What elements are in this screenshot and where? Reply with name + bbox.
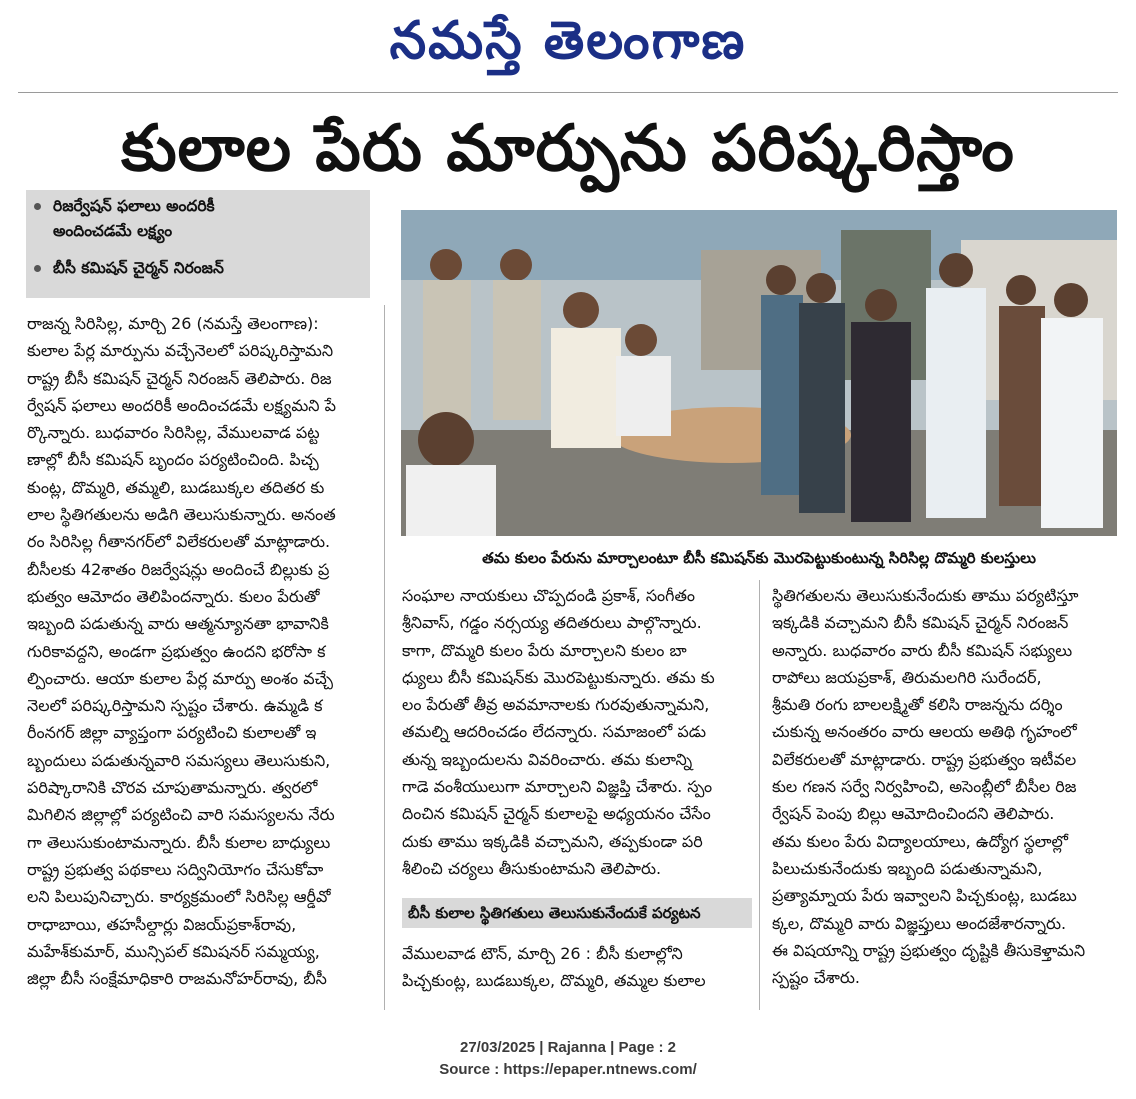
article-line: బీసీలకు 42శాతం రిజర్వేషన్లు అందించే బిల్లుకు ప్ర (27, 559, 330, 579)
article-line: తున్న ఇబ్బందులను వివరించారు. తమ కులాన్ని (402, 749, 693, 769)
article-line: ఈ విషయాన్ని రాష్ట్ర ప్రభుత్వం దృష్టికి తీసుకెళ్తామని (772, 940, 1086, 960)
article-line: కుల గణన సర్వే నిర్వహించి, అసెంబ్లీలో బీసీల రిజ (772, 777, 1077, 797)
article-line: భుత్వం ఆమోదం తెలిపిందన్నారు. కులం పేరుతో (27, 586, 320, 606)
article-line: లం పేరుతో తీవ్ర అవమానాలకు గురవుతున్నామని, (402, 695, 710, 715)
article-line: శీలించి చర్యలు తీసుకుంటామని తెలిపారు. (402, 858, 662, 878)
article-line: గా తెలుసుకుంటామన్నారు. బీసీ కులాల బాధ్యులు (27, 832, 331, 852)
article-line: పిచ్చకుంట్ల, బుడబుక్కల, దొమ్మరి, తమ్మల కులాల (402, 971, 706, 991)
highlight-item: బీసీ కమిషన్ చైర్మన్ నిరంజన్ (34, 256, 224, 281)
article-line: తమల్ని ఆదరించడం లేదన్నారు. సమాజంలో పడు (402, 722, 707, 742)
article-line: దించిన కమిషన్ చైర్మన్ కులాలపై అధ్యయనం చేసేం (402, 804, 711, 824)
highlight-item: రిజర్వేషన్ ఫలాలు అందరికీ (34, 194, 215, 219)
article-line: ధ్యులు బీసీ కమిషన్‌కు మొరపెట్టుకున్నారు. తమ కు (402, 667, 715, 687)
photo-caption: తమ కులం పేరును మార్చాలంటూ బీసీ కమిషన్‌కు మొరపెట్టుకుంటున్న సిరిసిల్ల దొమ్మరి కులస్తులు (482, 549, 1036, 567)
article-line: రాధాబాయి, తహసీల్దార్లు విజయ్‌ప్రకాశ్‌రావు, (27, 914, 297, 934)
article-line: శ్రీనివాస్, గడ్డం నర్సయ్య తదితరులు పాల్గొన్నారు. (402, 613, 702, 633)
article-line: పిలుచుకునేందుకు ఇబ్బంది పడుతున్నామని, (772, 858, 1043, 878)
article-column-2-continued (402, 940, 752, 995)
footer-date-edition: 27/03/2025 | Rajanna | Page : 2 (459, 1039, 676, 1056)
column-divider (759, 580, 760, 1010)
article-line: గాడె వంశీయులుగా మార్చాలని విజ్ఞప్తి చేశారు. స్పం (402, 777, 713, 797)
article-line: స్థితిగతులను తెలుసుకునేందుకు తాము పర్యటిస్తూ (772, 586, 1079, 605)
article-line: లాల స్థితిగతులను అడిగి తెలుసుకున్నారు. అనంత (27, 505, 336, 525)
article-line: ఇక్కడికి వచ్చామని బీసీ కమిషన్ చైర్మన్ నిరంజన్ (772, 613, 1069, 633)
article-line: రాపోలు జయప్రకాశ్, తిరుమలగిరి సురేందర్, (772, 667, 1042, 687)
news-photo-image (401, 210, 1117, 536)
article-line: శ్రీమతి రంగు బాలలక్ష్మితో కలిసి రాజన్నను దర్శిం (772, 695, 1063, 715)
article-line: గురికావద్దని, అండగా ప్రభుత్వం ఉందని భరోసా క (27, 641, 326, 661)
highlights-box (26, 190, 370, 298)
article-line: మిగిలిన జిల్లాల్లో పర్యటించి వారి సమస్యలను నేరు (27, 805, 335, 825)
article-column-2 (402, 582, 752, 882)
article-line: రాష్ట్ర ప్రభుత్వ పథకాలు సద్వినియోగం చేసుకోవా (27, 859, 324, 879)
article-line: దుకు తాము ఇక్కడికి వచ్చామని, తప్పకుండా పరి (402, 831, 703, 851)
masthead (0, 0, 1136, 82)
news-photo (401, 210, 1117, 536)
article-line: రాష్ట్ర బీసీ కమిషన్ చైర్మన్ నిరంజన్ తెలిపారు. రిజ (27, 368, 332, 388)
article-line: రీంనగర్ జిల్లా వ్యాప్తంగా పర్యటించి కులాలతో ఇ (27, 723, 317, 743)
bullet-dot-icon (34, 203, 41, 210)
article-column-1 (27, 310, 371, 992)
article-line: ర్వేషన్ పెంపు బిల్లు ఆమోదించిందని తెలిపారు. (772, 804, 1055, 824)
article-line: లని పిలుపునిచ్చారు. కార్యక్రమంలో సిరిసిల్ల ఆర్డీవో (27, 887, 331, 907)
article-line: కాగా, దొమ్మరి కులం పేరు మార్చాలని కులం బా (402, 640, 687, 660)
column-divider (384, 305, 385, 1010)
sub-heading: బీసీ కులాల స్థితిగతులు తెలుసుకునేందుకే పర్యటన (402, 898, 752, 928)
headline: కులాల పేరు మార్పును పరిష్కరిస్తాం (121, 112, 1015, 186)
article-line: ప్రత్యామ్నాయ పేరు ఇవ్వాలని పిచ్చకుంట్ల, బుడబు (772, 886, 1077, 906)
article-line: నెలలో పరిష్కరిస్తామని స్పష్టం చేశారు. ఉమ్మడి క (27, 696, 323, 716)
article-line: ర్కొన్నారు. బుధవారం సిరిసిల్ల, వేములవాడ పట్ట (27, 423, 320, 443)
article-line: చుకున్న అనంతరం వారు ఆలయ అతిథి గృహంలో (772, 722, 1077, 742)
article-line: రాజన్న సిరిసిల్ల, మార్చి 26 (నమస్తే తెలంగాణ): (27, 314, 319, 333)
article-line: విలేకరులతో మాట్లాడారు. రాష్ట్ర ప్రభుత్వం ఇటీవల (772, 749, 1077, 769)
masthead-title: నమస్తే తెలంగాణ (389, 11, 747, 71)
article-line: పరిష్కారానికి చొరవ చూపుతామన్నారు. త్వరలో (27, 778, 318, 798)
article-line: వేములవాడ టౌన్, మార్చి 26 : బీసీ కులాల్లోని (402, 944, 683, 963)
article-line: తమ కులం పేరు విద్యాలయాలు, ఉద్యోగ స్థలాల్లో (772, 831, 1069, 851)
article-line: జిల్లా బీసీ సంక్షేమాధికారి రాజమనోహర్‌రావు, బీసీ (27, 969, 327, 989)
header-divider (18, 92, 1118, 93)
highlight-item-continued: అందించడమే లక్ష్యం (53, 222, 173, 240)
article-line: అన్నారు. బుధవారం వారు బీసీ కమిషన్ సభ్యులు (772, 640, 1073, 660)
article-line: మహేశ్‌కుమార్, మున్సిపల్ కమిషనర్ సమ్మయ్య, (27, 941, 320, 961)
article-line: క్కల, దొమ్మరి వారు విజ్ఞప్తులు అందజేశారన్నారు. (772, 913, 1067, 933)
article-column-3 (772, 582, 1117, 991)
bullet-dot-icon (34, 265, 41, 272)
footer-source: Source : https://epaper.ntnews.com/ (439, 1061, 697, 1078)
article-line: బ్బందులు పడుతున్నవారి సమస్యలు తెలుసుకుని, (27, 750, 331, 770)
article-line: సంఘాల నాయకులు చొప్పదండి ప్రకాశ్, సంగీతం (402, 586, 696, 605)
article-line: ణాల్లో బీసీ కమిషన్ బృందం పర్యటించింది. పిచ్చ (27, 450, 319, 470)
article-line: ఇబ్బంది పడుతున్న వారు ఆత్మన్యూనతా భావానికి (27, 614, 329, 634)
article-line: స్పష్టం చేశారు. (772, 968, 861, 988)
article-line: రం సిరిసిల్ల గీతానగర్‌లో విలేకరులతో మాట్లాడారు. (27, 532, 331, 552)
article-line: ర్వేషన్ ఫలాలు అందరికీ అందించడమే లక్ష్యమని పే (27, 395, 336, 415)
article-line: కుంట్ల, దొమ్మరి, తమ్మలి, బుడబుక్కల తదితర కు (27, 477, 325, 497)
article-line: కులాల పేర్ల మార్పును వచ్చేనెలలో పరిష్కరిస్తామని (27, 341, 334, 361)
article-line: ల్పించారు. ఆయా కులాల పేర్ల మార్పు అంశం వచ్చే (27, 668, 334, 688)
